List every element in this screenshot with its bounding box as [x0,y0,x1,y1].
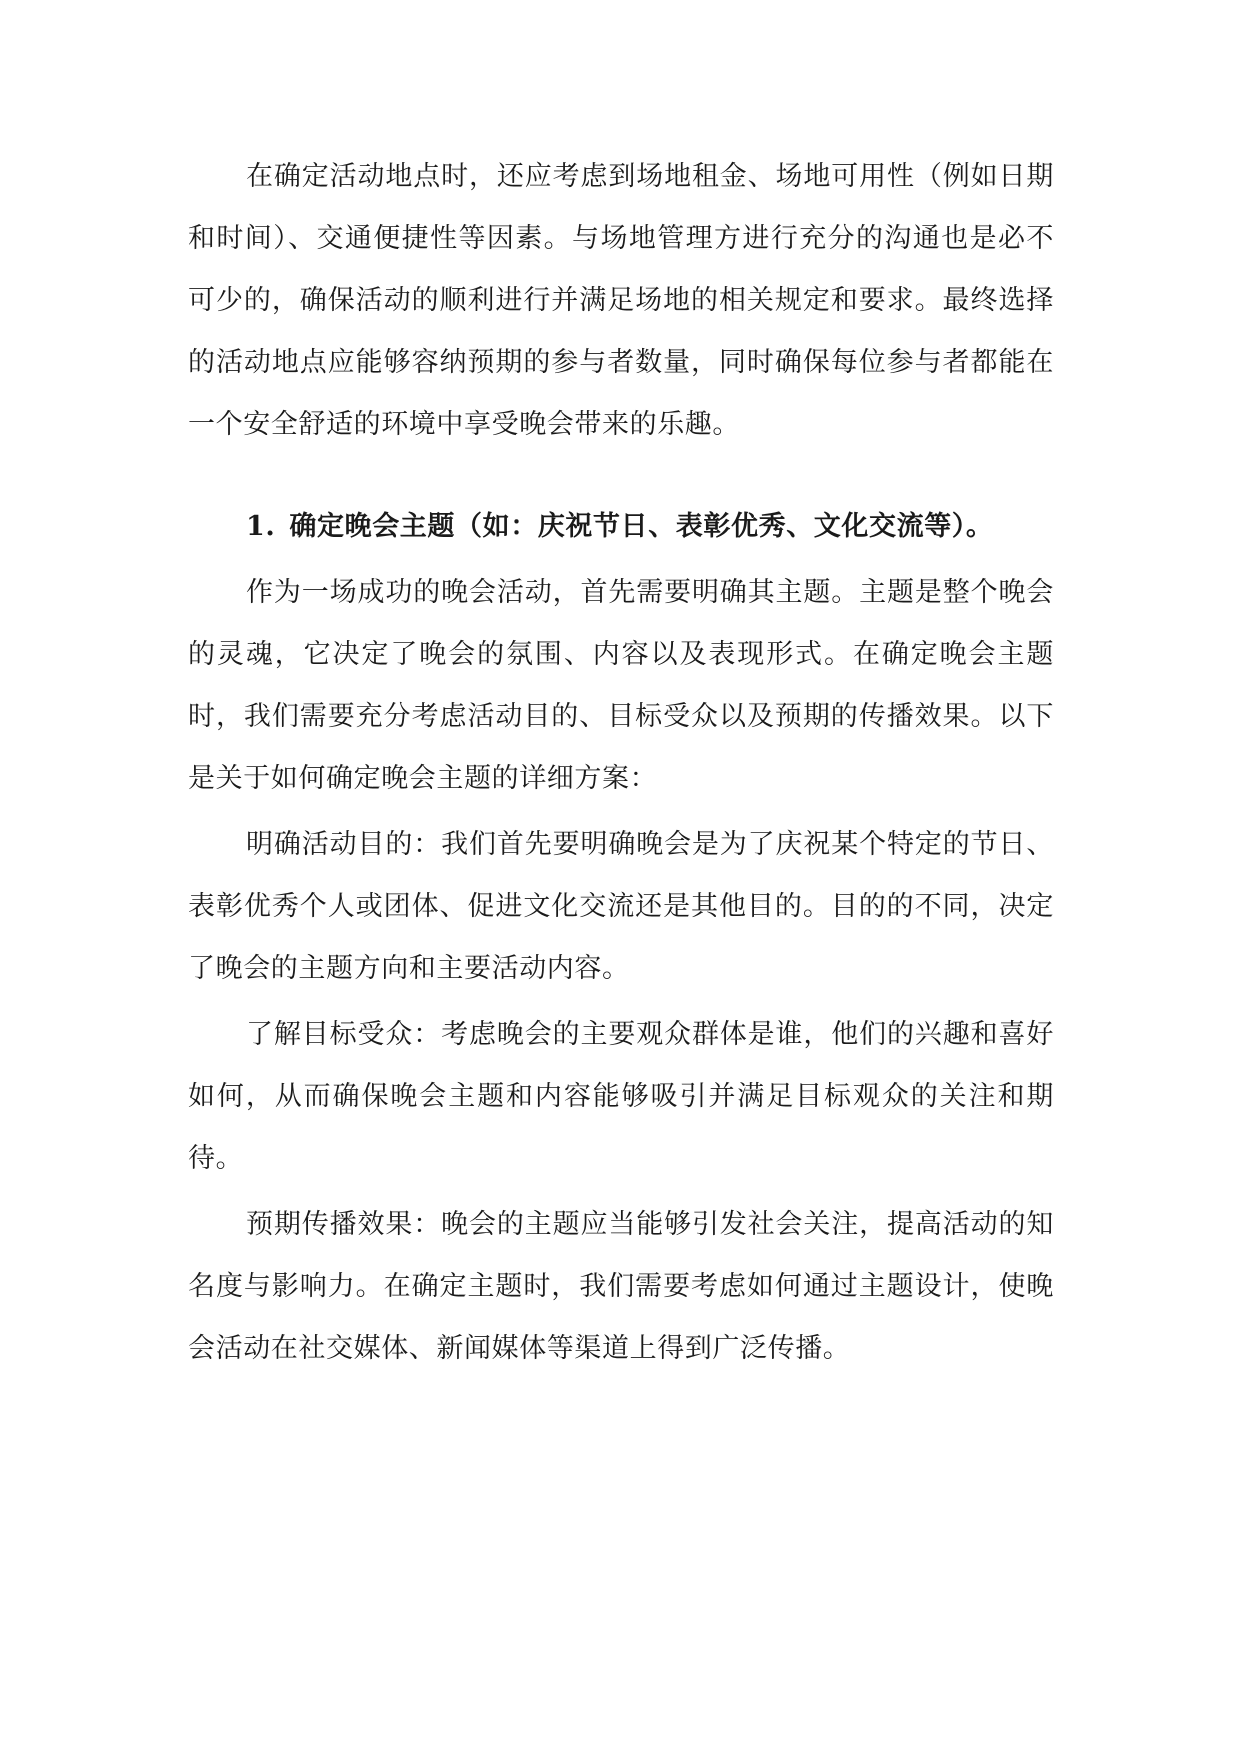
section-heading [188,496,1054,558]
paragraph-venue-considerations: 在确定活动地点时，还应考虑到场地租金、场地可用性（例如日期和时间）、交通便捷性等因素。与场地管理方进行充分的沟通也是必不可少的，确保活动的顺利进行并满足场地的相关规定和要求。最终选择的活动地点应能够容纳预期的参与者数量，同时确保每位参与者都能在一个安全舒适的环境中享受晚会带来的乐趣。 [188,161,1054,440]
document-page [188,146,1054,1380]
section-spacer [188,456,1054,496]
paragraph-theme-intro: 作为一场成功的晚会活动，首先需要明确其主题。主题是整个晚会的灵魂，它决定了晚会的氛围、内容以及表现形式。在确定晚会主题时，我们需要充分考虑活动目的、目标受众以及预期的传播效果。以下是关于如何确定晚会主题的详细方案： [188,577,1054,794]
heading-text: 确定晚会主题（如：庆祝节日、表彰优秀、文化交流等）。 [289,511,994,542]
paragraph-expected-effect: 预期传播效果：晚会的主题应当能够引发社会关注，提高活动的知名度与影响力。在确定主题时，我们需要考虑如何通过主题设计，使晚会活动在社交媒体、新闻媒体等渠道上得到广泛传播。 [188,1209,1054,1364]
heading-number: 1. [246,511,276,542]
paragraph-activity-purpose: 明确活动目的：我们首先要明确晚会是为了庆祝某个特定的节日、表彰优秀个人或团体、促进文化交流还是其他目的。目的的不同，决定了晚会的主题方向和主要活动内容。 [188,829,1054,984]
paragraph-target-audience: 了解目标受众：考虑晚会的主要观众群体是谁，他们的兴趣和喜好如何，从而确保晚会主题和内容能够吸引并满足目标观众的关注和期待。 [188,1019,1054,1174]
